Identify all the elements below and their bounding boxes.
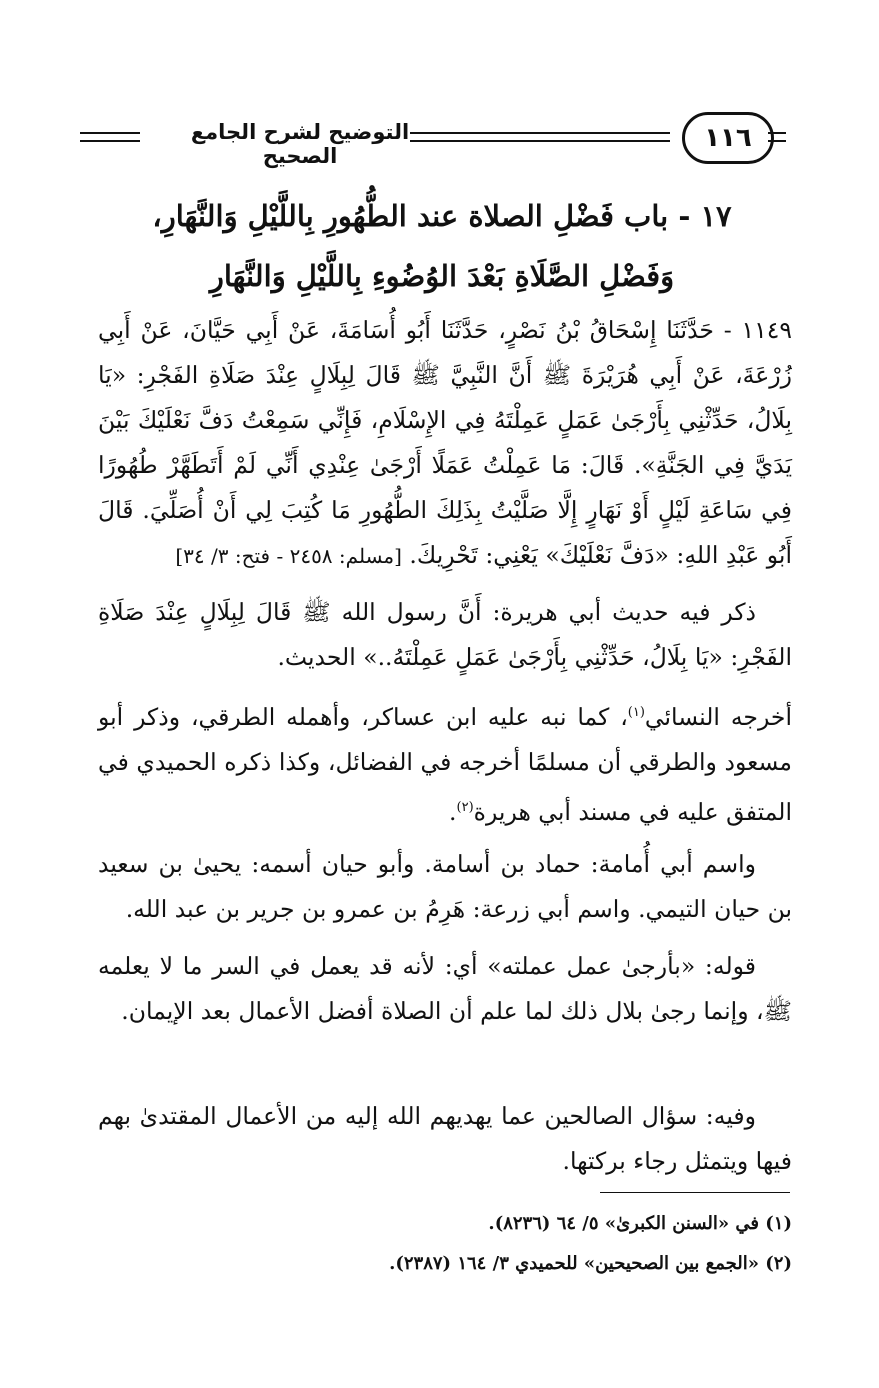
- footnote-marker: (١): [627, 705, 645, 720]
- header-rule: [80, 132, 140, 142]
- commentary-paragraph: [98, 690, 792, 835]
- header-title: التوضيح لشرح الجامع الصحيح: [190, 120, 410, 168]
- chapter-heading-line2: وَفَضْلِ الصَّلَاةِ بَعْدَ الوُضُوءِ بِاللَّيْلِ وَالنَّهَارِ: [209, 259, 675, 293]
- commentary-paragraph: [98, 842, 792, 932]
- hadith-reference: [مسلم: ٢٤٥٨ - فتح: ٣/ ٣٤]: [175, 544, 402, 568]
- chapter-heading: [95, 186, 789, 306]
- hadith-body: ١١٤٩ - حَدَّثَنَا إِسْحَاقُ بْنُ نَصْرٍ، حَدَّثَنَا أَبُو أُسَامَةَ، عَنْ أَبِي حَيَّانَ، عَنْ أَبِي زُرْعَةَ، عَنْ أَبِي هُرَيْرَةَ ﷺ أَنَّ النَّبِيَّ ﷺ قَالَ لِبِلَالٍ عِنْدَ صَلَاةِ الفَجْرِ: «يَا بِلَالُ، حَدِّثْنِي بِأَرْجَىٰ عَمَلٍ عَمِلْتَهُ فِي الإِسْلَامِ، فَإِنِّي سَمِعْتُ دَفَّ نَعْلَيْكَ بَيْنَ يَدَيَّ فِي الجَنَّةِ». قَالَ: مَا عَمِلْتُ عَمَلًا أَرْجَىٰ عِنْدِي أَنِّي لَمْ أَتَطَهَّرْ طُهُورًا فِي سَاعَةِ لَيْلٍ أَوْ نَهَارٍ إِلَّا صَلَّيْتُ بِذَلِكَ الطُّهُورِ مَا كُتِبَ لِي أَنْ أُصَلِّيَ. قَالَ أَبُو عَبْدِ اللهِ: «دَفَّ نَعْلَيْكَ» يَعْنِي: تَحْرِيكَ.: [98, 316, 792, 569]
- page-number: ١١٦: [682, 112, 774, 164]
- commentary-paragraph: [98, 944, 792, 1034]
- paragraph-text: ذكر فيه حديث أبي هريرة: أَنَّ رسول الله ﷺ قَالَ لِبِلَالٍ عِنْدَ صَلَاةِ الفَجْرِ: «يَا بِلَالُ، حَدِّثْنِي بِأَرْجَىٰ عَمَلٍ عَمِلْتَهُ..» الحديث.: [98, 598, 792, 671]
- commentary-paragraph: [98, 590, 792, 680]
- paragraph-text: وفيه: سؤال الصالحين عما يهديهم الله إليه من الأعمال المقتدىٰ بهم فيها ويتمثل رجاء بركتها.: [98, 1102, 792, 1175]
- chapter-heading-line1: ١٧ - باب فَضْلِ الصلاة عند الطُّهُورِ بِاللَّيْلِ وَالنَّهَارِ،: [152, 199, 732, 233]
- paragraph-text: قوله: «بأرجىٰ عمل عملته» أي: لأنه قد يعمل في السر ما لا يعلمه ﷺ، وإنما رجىٰ بلال ذلك لما علم أن الصلاة أفضل الأعمال بعد الإيمان.: [98, 952, 792, 1025]
- footnotes: [98, 1204, 792, 1284]
- footnote-2: (٢) «الجمع بين الصحيحين» للحميدي ٣/ ١٦٤ (٢٣٨٧).: [389, 1253, 792, 1274]
- paragraph-text: ، كما نبه عليه ابن عساكر، وأهمله الطرقي، وذكر أبو مسعود والطرقي أن مسلمًا أخرجه في الفضائل، وكذا ذكره الحميدي في المتفق عليه في مسند أبي هريرة: [98, 702, 792, 826]
- footnote-1: (١) في «السنن الكبرىٰ» ٥/ ٦٤ (٨٢٣٦).: [488, 1213, 792, 1234]
- paragraph-text: أخرجه النسائي: [644, 702, 792, 731]
- paragraph-text: .: [449, 797, 457, 826]
- header-rule: [410, 132, 670, 142]
- commentary-paragraph: [98, 1094, 792, 1184]
- paragraph-text: واسم أبي أُمامة: حماد بن أسامة. وأبو حيان أسمه: يحيىٰ بن سعيد بن حيان التيمي. واسم أبي زرعة: هَرِمُ بن عمرو بن جرير بن عبد الله.: [98, 850, 792, 923]
- hadith-text: [98, 308, 792, 579]
- running-header: [80, 112, 780, 168]
- footnote-marker: (٢): [456, 799, 474, 815]
- header-rule: [768, 132, 786, 142]
- footnote-divider: [600, 1192, 790, 1193]
